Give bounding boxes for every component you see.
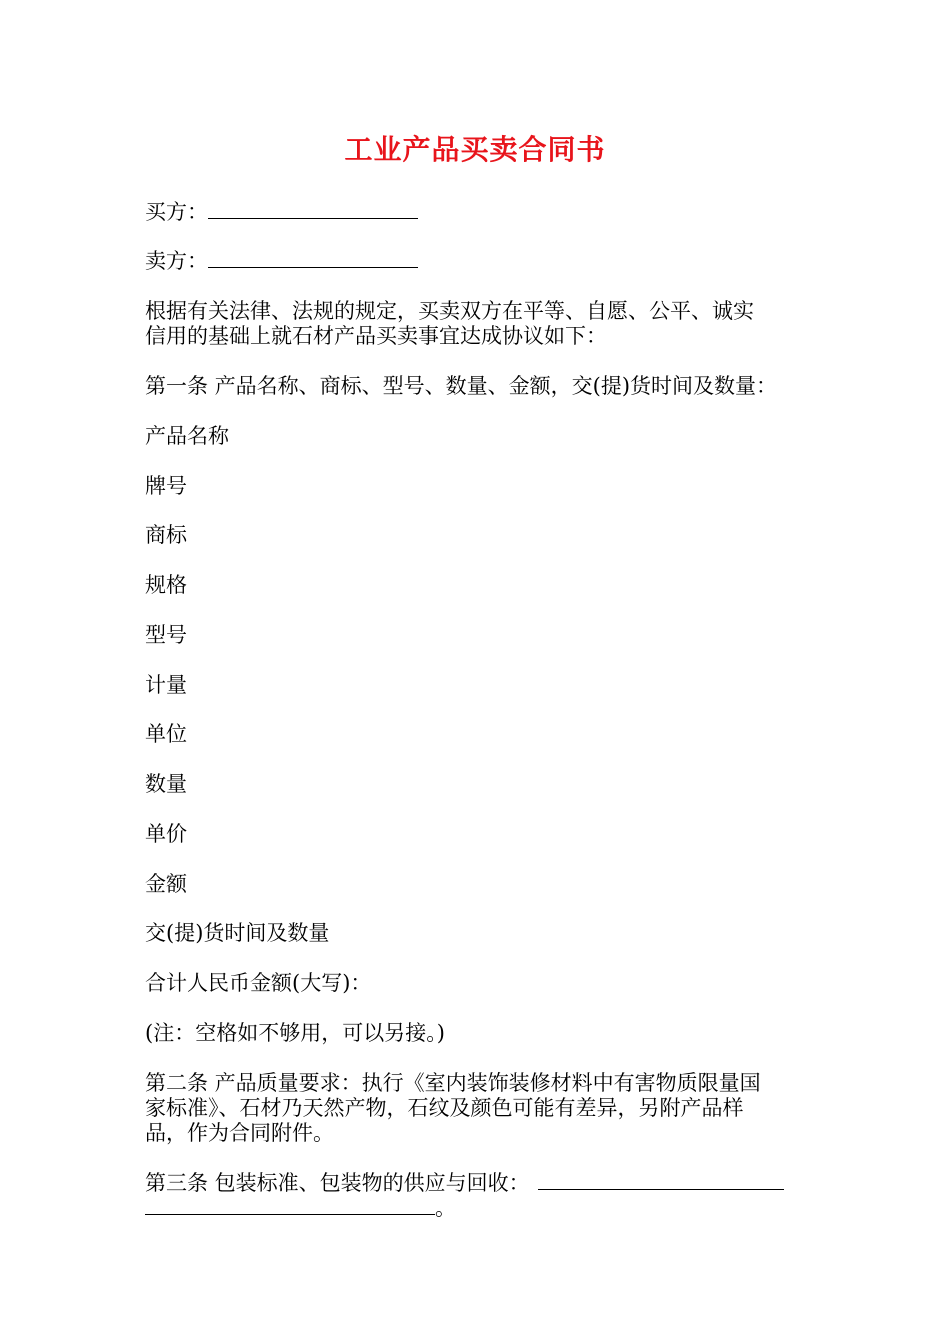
- field-item: 商标: [145, 523, 187, 547]
- article-2-line-1: 第二条 产品质量要求：执行《室内装饰装修材料中有害物质限量国: [145, 1071, 761, 1095]
- article-3-period: 。: [435, 1196, 456, 1220]
- field-item: 计量: [145, 673, 187, 697]
- article-3-heading: 第三条 包装标准、包装物的供应与回收：: [145, 1171, 530, 1195]
- field-item: 规格: [145, 573, 187, 597]
- field-item: 金额: [145, 872, 187, 896]
- seller-blank: [208, 249, 418, 268]
- article-3-blank-1: [538, 1171, 784, 1190]
- field-item: 型号: [145, 623, 187, 647]
- buyer-line: [145, 200, 810, 225]
- seller-label: 卖方：: [145, 249, 208, 273]
- intro-line-1: 根据有关法律、法规的规定，买卖双方在平等、自愿、公平、诚实: [145, 299, 754, 323]
- seller-line: [145, 249, 810, 274]
- article-2-line-2: 家标准》、石材乃天然产物，石纹及颜色可能有差异，另附产品样: [145, 1096, 744, 1120]
- article-3-line-1: [145, 1171, 810, 1196]
- article-3-line-2: [145, 1196, 810, 1221]
- note-text: (注：空格如不够用，可以另接。): [145, 1021, 445, 1045]
- field-item: 单价: [145, 822, 187, 846]
- article-1-heading: 第一条 产品名称、商标、型号、数量、金额，交(提)货时间及数量：: [145, 374, 778, 398]
- field-item: 牌号: [145, 474, 187, 498]
- buyer-blank: [208, 200, 418, 219]
- field-item: 产品名称: [145, 424, 229, 448]
- field-item: 数量: [145, 772, 187, 796]
- intro-line-2: 信用的基础上就石材产品买卖事宜达成协议如下：: [145, 324, 607, 348]
- buyer-label: 买方：: [145, 200, 208, 224]
- field-item: 交(提)货时间及数量: [145, 921, 330, 945]
- article-3-blank-2: [145, 1196, 435, 1215]
- article-2-line-3: 品，作为合同附件。: [145, 1121, 334, 1145]
- total-amount-label: 合计人民币金额(大写)：: [145, 971, 372, 995]
- document-title: 工业产品买卖合同书: [344, 133, 606, 166]
- field-item: 单位: [145, 722, 187, 746]
